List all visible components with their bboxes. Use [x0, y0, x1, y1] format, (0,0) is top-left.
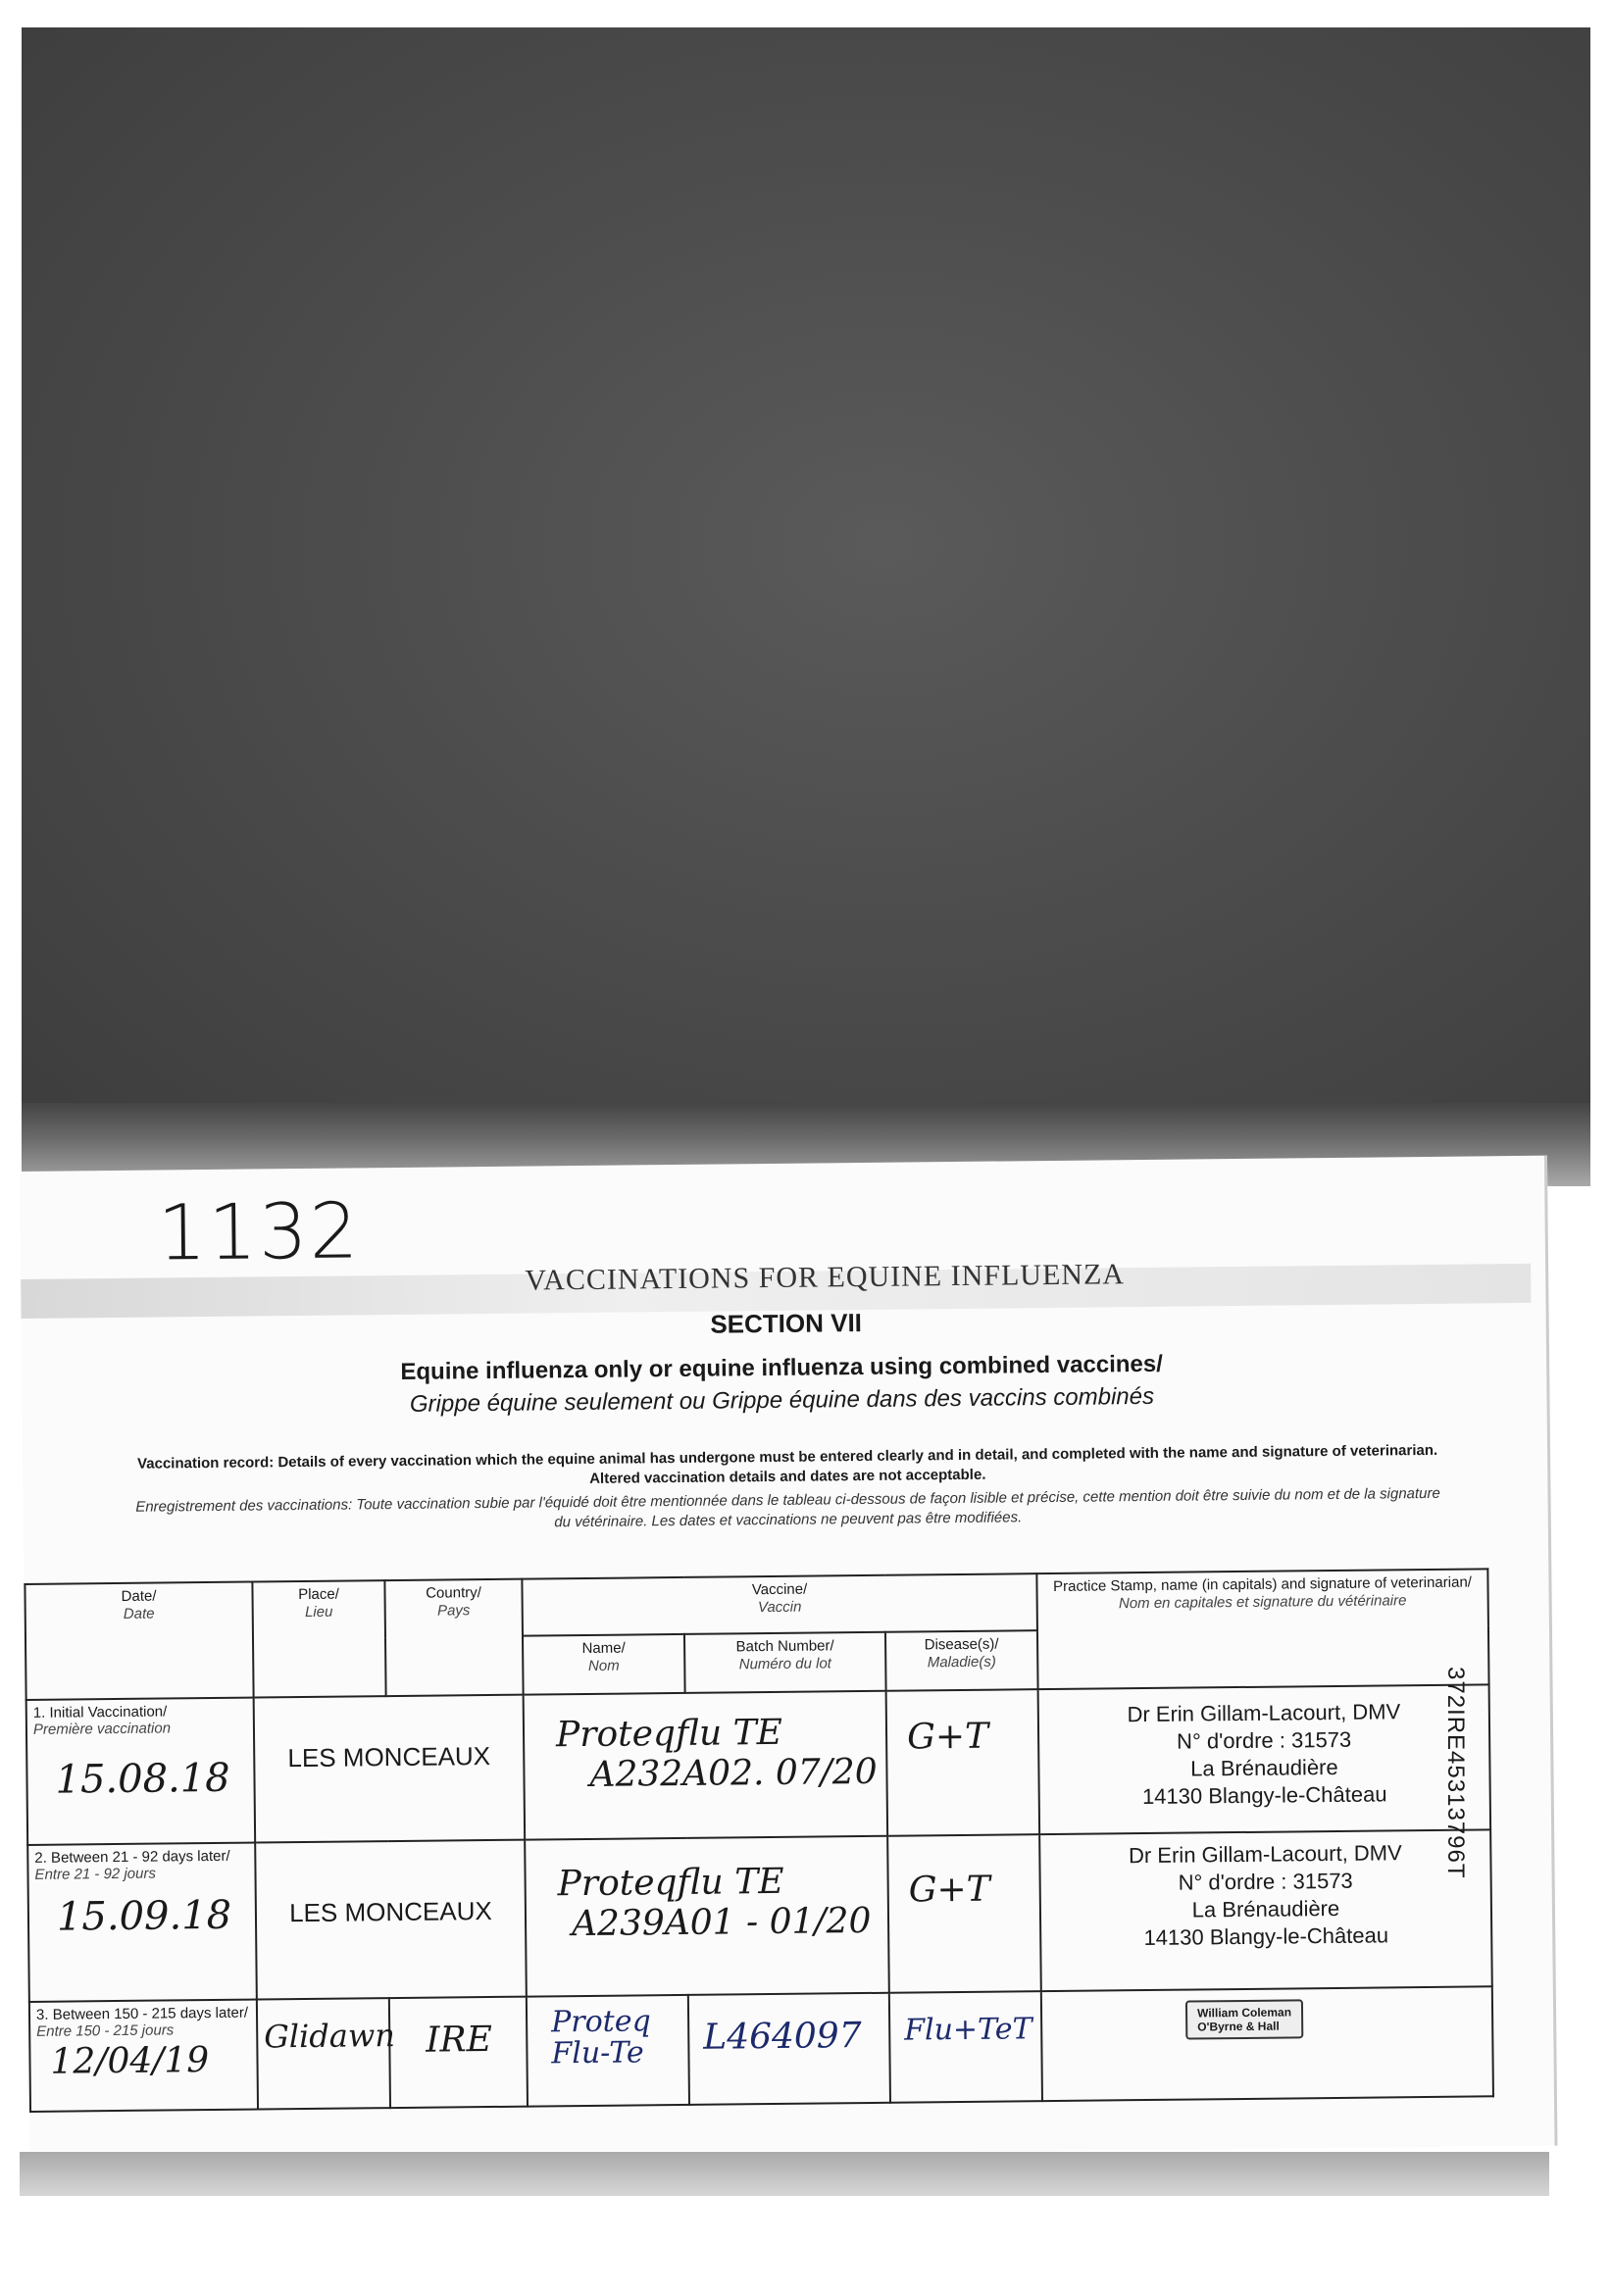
row1-disease: G+T	[906, 1716, 989, 1758]
row2-disease-cell	[887, 1834, 1041, 1993]
row1-place: LES MONCEAUX	[254, 1695, 526, 1843]
row3-batch: L464097	[703, 2016, 862, 2058]
table-header-row	[25, 1569, 1488, 1641]
row3-practice-stamp	[1185, 1999, 1303, 2039]
row3-date-cell	[29, 2000, 258, 2112]
row1-vet-order: N° d'ordre : 31573	[1176, 1726, 1352, 1754]
row2-date-cell	[27, 1843, 257, 2002]
row3-place: Glidawn	[264, 2017, 396, 2056]
row3-batch-cell	[688, 1993, 890, 2105]
row1-vet-name: Dr Erin Gillam-Lacourt, DMV	[1127, 1699, 1401, 1727]
section-number: SECTION VII	[710, 1308, 863, 1339]
row2-vet-addr1: La Brénaudière	[1191, 1895, 1340, 1922]
row1-vet-stamp	[1038, 1684, 1491, 1834]
row3-date: 12/04/19	[50, 2040, 210, 2082]
row3-disease: Flu+TeT	[904, 2012, 1032, 2048]
row1-vaccine-name: Proteqflu TE	[555, 1712, 783, 1756]
header-vaccine: Vaccine/ Vaccin	[522, 1573, 1037, 1635]
row3-stamp-line2: O'Byrne & Hall	[1197, 2019, 1280, 2034]
row1-vet-addr2: 14130 Blangy-le-Château	[1141, 1781, 1387, 1810]
row2-place: LES MONCEAUX	[255, 1840, 527, 2000]
row2-disease: G+T	[908, 1869, 990, 1911]
subtitle-fr: Grippe équine seulement ou Grippe équine dans des vaccins combinés	[409, 1382, 1155, 1418]
header-date: Date/ Date	[25, 1582, 253, 1700]
row3-stamp-cell	[1041, 1986, 1493, 2101]
row1-label: 1. Initial Vaccination/ Première vaccination	[32, 1703, 172, 1738]
header-vaccine-name: Name/ Nom	[523, 1634, 685, 1695]
row3-disease-cell	[889, 1991, 1042, 2103]
row2-vet-addr2: 14130 Blangy-le-Château	[1143, 1922, 1389, 1951]
note-fr-line1: Enregistrement des vaccinations: Toute vaccination subie par l'équidé doit être mentionnée dans le tableau ci-dessous de façon lisible et précise, cette mention doit être suivie du nom et de la signature	[135, 1484, 1440, 1516]
note-en-line1: Vaccination record: Details of every vaccination which the equine animal has undergone must be entered clearly and in detail, and completed with the name and signature of veterinarian.	[136, 1441, 1438, 1472]
header-country: Country/ Pays	[384, 1579, 523, 1696]
vaccination-table	[24, 1568, 1494, 2113]
row1-disease-cell	[886, 1689, 1040, 1836]
row2-batch: A239A01 - 01/20	[571, 1900, 872, 1945]
row1-vaccine-cell	[524, 1691, 888, 1840]
header-place: Place/ Lieu	[252, 1580, 385, 1697]
row2-label: 2. Between 21 - 92 days later/ Entre 21 - 92 jours	[34, 1847, 230, 1883]
side-id-code: 372IRE45313796T	[1442, 1667, 1469, 1879]
row2-date: 15.09.18	[56, 1892, 232, 1940]
note-en-line2: Altered vaccination details and dates are not acceptable.	[589, 1466, 986, 1487]
row3-place-cell	[257, 1998, 396, 2109]
row1-batch: A232A02. 07/20	[589, 1751, 878, 1795]
header-batch: Batch Number/ Numéro du lot	[684, 1632, 886, 1693]
row2-vet-name: Dr Erin Gillam-Lacourt, DMV	[1128, 1840, 1402, 1869]
scanned-dark-cover	[22, 27, 1590, 1174]
row1-vet-addr1: La Brénaudière	[1190, 1754, 1338, 1781]
table-row	[27, 1829, 1492, 2002]
row2-vet-stamp	[1039, 1829, 1492, 1991]
table-row	[29, 1986, 1493, 2112]
note-fr-line2: du vétérinaire. Les dates et vaccinations ne peuvent pas être modifiées.	[554, 1509, 1023, 1531]
section-title: VACCINATIONS FOR EQUINE INFLUENZA	[525, 1258, 1126, 1297]
row3-stamp-line1: William Coleman	[1196, 2005, 1292, 2021]
table-row	[26, 1684, 1490, 1845]
row3-vaccine-cell	[527, 1995, 689, 2107]
row1-date: 15.08.18	[55, 1755, 230, 1803]
row2-vet-order: N° d'ordre : 31573	[1178, 1868, 1353, 1895]
row3-vaccine-name: Proteq Flu-Te	[550, 2004, 651, 2071]
subtitle-en: Equine influenza only or equine influenza using combined vaccines/	[400, 1350, 1163, 1385]
passport-page	[20, 1156, 1557, 2162]
row3-country-cell	[389, 1997, 528, 2108]
handwritten-page-number: 1132	[157, 1187, 361, 1278]
header-stamp: Practice Stamp, name (in capitals) and signature of veterinarian/ Nom en capitales et signature du vétérinaire	[1036, 1569, 1488, 1689]
header-disease: Disease(s)/ Maladie(s)	[885, 1630, 1038, 1691]
row2-vaccine-cell	[525, 1836, 889, 1997]
row3-label: 3. Between 150 - 215 days later/ Entre 150 - 215 jours	[35, 2004, 249, 2040]
scan-bottom-strip	[20, 2152, 1549, 2196]
row3-country: IRE	[426, 2020, 493, 2061]
row2-vaccine-name: Proteqflu TE	[557, 1861, 784, 1905]
row1-date-cell	[26, 1698, 256, 1845]
